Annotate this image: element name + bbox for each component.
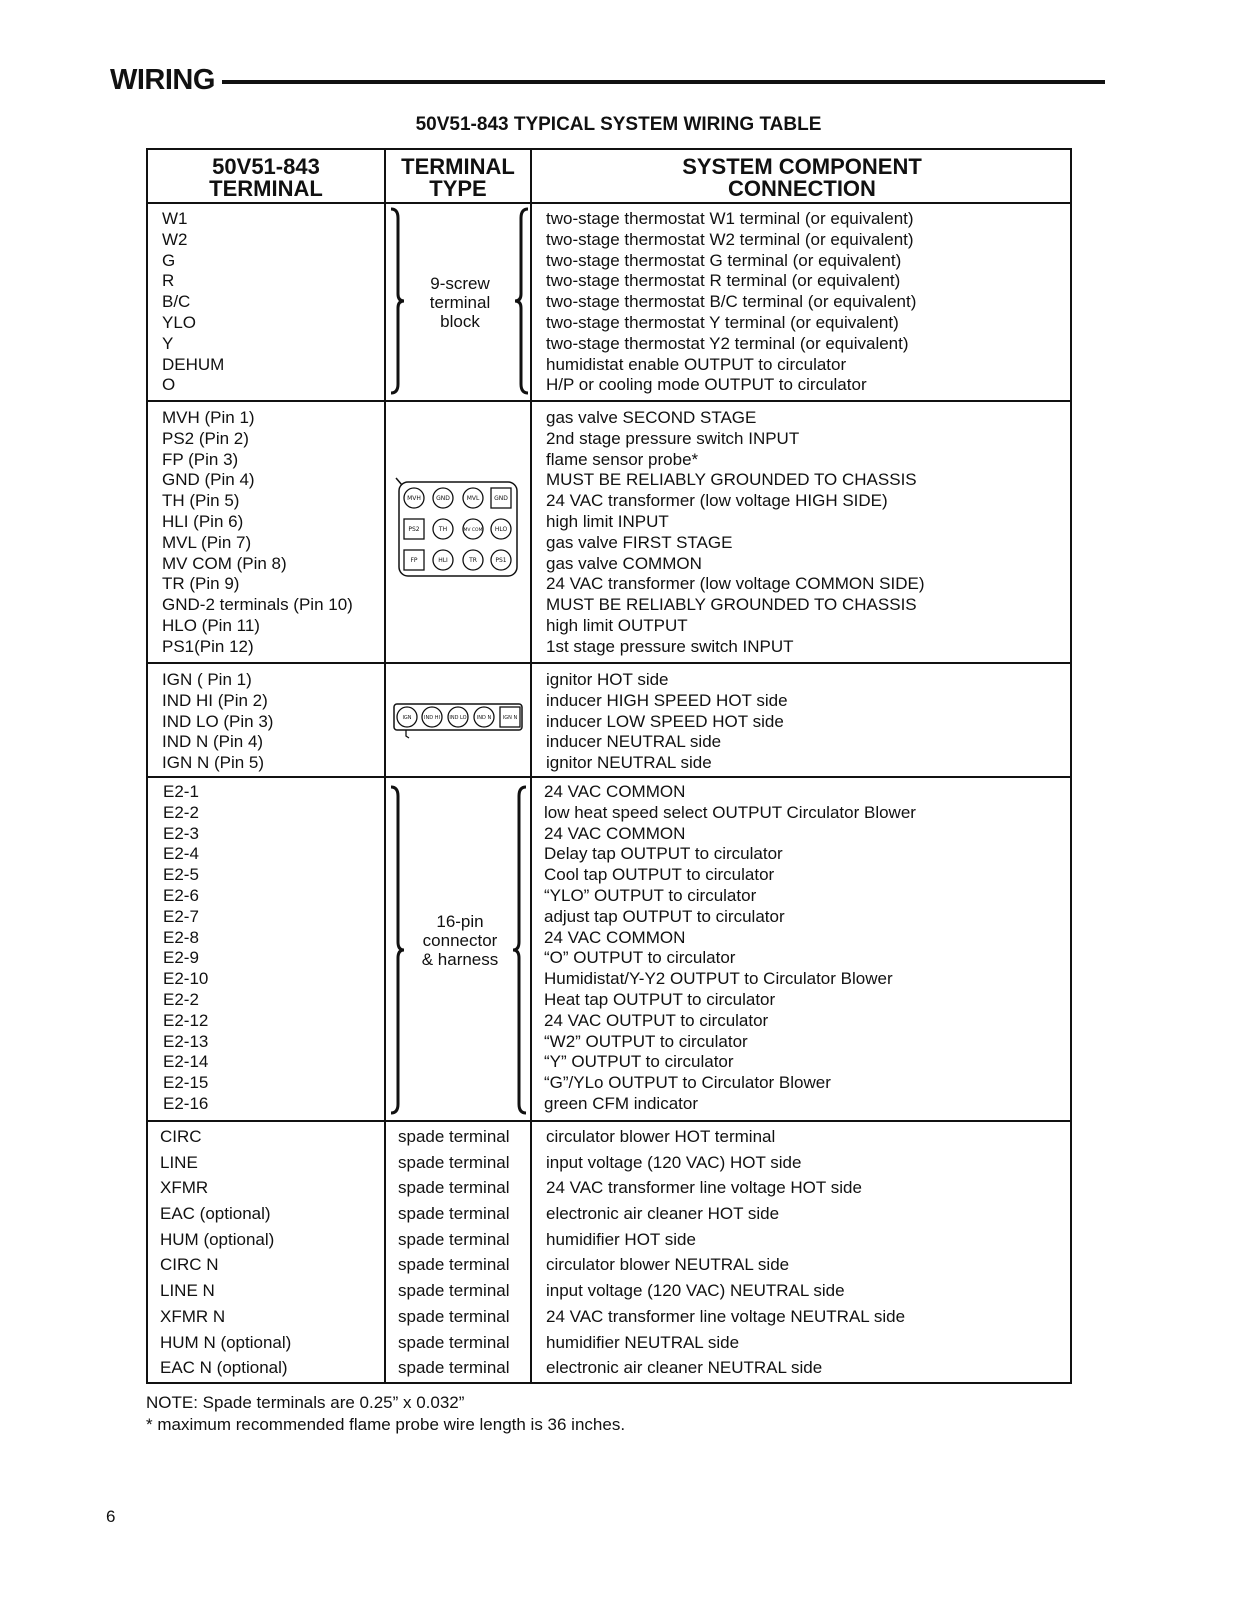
terminal-label: HLI (Pin 6) <box>162 511 244 531</box>
terminal-label: W1 <box>162 209 188 228</box>
svg-text:IND LO: IND LO <box>449 715 467 721</box>
svg-text:MV COM: MV COM <box>463 528 483 533</box>
connection-text: ignitor NEUTRAL side <box>546 753 712 773</box>
connection-text: adjust tap OUTPUT to circulator <box>544 906 785 926</box>
terminal-label: E2-4 <box>163 844 199 864</box>
connection-text: 24 VAC COMMON <box>544 782 686 801</box>
connection-text: 24 VAC transformer line voltage NEUTRAL side <box>546 1306 906 1326</box>
svg-text:MVH: MVH <box>407 495 421 502</box>
connection-text: “Y” OUTPUT to circulator <box>544 1052 734 1072</box>
sixteen-pin-type: 16-pin connector & harness <box>421 912 499 969</box>
connection-text: humidistat enable OUTPUT to circulator <box>546 354 847 374</box>
connection-text: high limit OUTPUT <box>546 615 688 635</box>
connection-text: input voltage (120 VAC) HOT side <box>546 1152 802 1172</box>
connection-text: ignitor HOT side <box>546 670 669 689</box>
terminal-label: E2-13 <box>163 1031 209 1051</box>
connection-text: two-stage thermostat B/C terminal (or equivalent) <box>546 292 917 312</box>
svg-text:IGN N: IGN N <box>502 715 518 721</box>
terminal-type: spade terminal <box>398 1306 510 1326</box>
connection-text: circulator blower NEUTRAL side <box>546 1255 790 1275</box>
connection-text: 24 VAC COMMON <box>544 823 686 843</box>
terminal-label: G <box>162 250 176 270</box>
terminal-label: E2-1 <box>163 782 199 801</box>
terminal-type: spade terminal <box>398 1178 510 1198</box>
svg-text:GND: GND <box>494 495 508 502</box>
svg-text:TH: TH <box>438 526 448 533</box>
terminal-label: IND LO (Pin 3) <box>162 711 274 731</box>
connection-text: “W2” OUTPUT to circulator <box>544 1031 748 1051</box>
connection-text: Delay tap OUTPUT to circulator <box>544 844 783 864</box>
table-title: 50V51-843 TYPICAL SYSTEM WIRING TABLE <box>415 114 822 135</box>
terminal-label: MVH (Pin 1) <box>162 408 255 427</box>
title-rule <box>222 80 1105 84</box>
table-notes <box>146 1392 625 1436</box>
row-divider <box>148 400 1070 402</box>
terminal-label: PS1(Pin 12) <box>162 636 254 656</box>
connection-text: MUST BE RELIABLY GROUNDED TO CHASSIS <box>546 595 917 615</box>
connection-text: input voltage (120 VAC) NEUTRAL side <box>546 1281 845 1301</box>
connection-text: gas valve COMMON <box>546 553 702 573</box>
svg-text:HLI: HLI <box>438 557 448 564</box>
terminal-label: FP (Pin 3) <box>162 449 239 469</box>
connection-text: 1st stage pressure switch INPUT <box>546 636 794 656</box>
terminal-label: TH (Pin 5) <box>162 491 240 511</box>
terminal-type: spade terminal <box>398 1204 510 1224</box>
connection-text: two-stage thermostat Y terminal (or equivalent) <box>546 312 899 332</box>
terminal-label: PS2 (Pin 2) <box>162 428 249 448</box>
terminal-label: LINE N <box>160 1281 215 1301</box>
connection-text: 24 VAC transformer line voltage HOT side <box>546 1178 862 1198</box>
terminal-label: HUM N (optional) <box>160 1332 292 1352</box>
terminal-label: E2-5 <box>163 865 199 885</box>
connection-text: Heat tap OUTPUT to circulator <box>544 989 776 1009</box>
terminal-type: spade terminal <box>398 1255 510 1275</box>
connection-text: low heat speed select OUTPUT Circulator Blower <box>544 802 916 822</box>
terminal-label: E2-15 <box>163 1073 209 1093</box>
connection-text: circulator blower HOT terminal <box>546 1127 776 1146</box>
spade-types <box>398 1124 510 1381</box>
terminal-label: GND-2 terminals (Pin 10) <box>162 595 353 615</box>
connection-text: 24 VAC transformer (low voltage COMMON SIDE) <box>546 574 925 594</box>
svg-text:PS1: PS1 <box>495 557 507 564</box>
terminal-label: YLO <box>162 312 197 332</box>
sixteen-pin-connections <box>544 782 916 1115</box>
connection-text: MUST BE RELIABLY GROUNDED TO CHASSIS <box>546 470 917 490</box>
connection-text: inducer LOW SPEED HOT side <box>546 711 784 731</box>
terminal-label: E2-6 <box>163 885 199 905</box>
terminal-label: EAC (optional) <box>160 1204 271 1224</box>
terminal-label: O <box>162 375 176 395</box>
header-terminal: 50V51-843 TERMINAL <box>209 154 323 201</box>
terminal-label: EAC N (optional) <box>160 1358 288 1378</box>
connection-text: H/P or cooling mode OUTPUT to circulator <box>546 375 867 395</box>
connection-text: Humidistat/Y-Y2 OUTPUT to Circulator Blower <box>544 969 893 989</box>
terminal-label: IGN N (Pin 5) <box>162 753 265 773</box>
svg-text:MVL: MVL <box>466 495 480 502</box>
left-bracket <box>388 784 408 1116</box>
terminal-label: E2-7 <box>163 906 199 926</box>
terminal-label: HLO (Pin 11) <box>162 615 260 635</box>
terminal-label: E2-8 <box>163 927 199 947</box>
svg-text:TR: TR <box>469 557 477 564</box>
connection-text: high limit INPUT <box>546 511 669 531</box>
terminal-type: spade terminal <box>398 1281 510 1301</box>
svg-text:IND N: IND N <box>476 715 492 721</box>
five-pin-connections <box>546 670 788 774</box>
terminal-label: LINE <box>160 1152 198 1172</box>
connection-text: humidifier HOT side <box>546 1229 696 1249</box>
svg-text:IND HI: IND HI <box>424 715 440 721</box>
header-divider <box>148 202 1070 204</box>
connection-text: “O” OUTPUT to circulator <box>544 948 736 968</box>
header-type: TERMINAL TYPE <box>401 154 515 201</box>
terminal-label: XFMR N <box>160 1306 226 1326</box>
row-divider <box>148 776 1070 778</box>
five-pin-connector-diagram <box>392 700 526 742</box>
terminal-label: B/C <box>162 292 191 312</box>
connection-text: electronic air cleaner HOT side <box>546 1204 780 1224</box>
svg-text:IGN: IGN <box>402 715 412 721</box>
twelve-pin-connections <box>546 408 925 658</box>
terminal-label: E2-2 <box>163 989 199 1009</box>
terminal-label: E2-9 <box>163 948 199 968</box>
terminal-label: TR (Pin 9) <box>162 574 240 594</box>
connection-text: humidifier NEUTRAL side <box>546 1332 740 1352</box>
svg-text:FP: FP <box>410 557 418 564</box>
connection-text: Cool tap OUTPUT to circulator <box>544 865 775 885</box>
terminal-label: MVL (Pin 7) <box>162 532 252 552</box>
five-pin-terminals <box>162 670 273 774</box>
terminal-label: MV COM (Pin 8) <box>162 553 287 573</box>
screw-block-terminals <box>162 209 224 396</box>
svg-text:GND: GND <box>436 495 450 502</box>
terminal-label: E2-14 <box>163 1052 209 1072</box>
terminal-label: E2-10 <box>163 969 209 989</box>
connection-text: two-stage thermostat R terminal (or equivalent) <box>546 271 901 291</box>
terminal-label: E2-2 <box>163 802 199 822</box>
note-line: * maximum recommended flame probe wire length is 36 inches. <box>146 1415 626 1434</box>
row-divider <box>148 662 1070 664</box>
left-bracket <box>388 206 408 396</box>
terminal-type: spade terminal <box>398 1229 510 1249</box>
terminal-type: spade terminal <box>398 1358 510 1378</box>
terminal-label: R <box>162 271 175 291</box>
terminal-type: spade terminal <box>398 1152 510 1172</box>
svg-text:HLO: HLO <box>494 526 508 533</box>
connection-text: two-stage thermostat W1 terminal (or equivalent) <box>546 209 914 228</box>
terminal-label: DEHUM <box>162 354 225 374</box>
connection-text: 24 VAC transformer (low voltage HIGH SIDE) <box>546 491 888 511</box>
terminal-type: spade terminal <box>398 1332 510 1352</box>
screw-block-connections <box>546 209 916 396</box>
note-line: NOTE: Spade terminals are 0.25” x 0.032” <box>146 1393 465 1412</box>
terminal-label: E2-12 <box>163 1010 209 1030</box>
page-number: 6 <box>106 1507 116 1526</box>
connection-text: two-stage thermostat Y2 terminal (or equivalent) <box>546 333 909 353</box>
terminal-label: IND HI (Pin 2) <box>162 690 268 710</box>
right-bracket <box>510 784 530 1116</box>
twelve-pin-terminals <box>162 408 353 658</box>
twelve-pin-connector-diagram <box>394 476 522 580</box>
connection-text: two-stage thermostat G terminal (or equivalent) <box>546 250 902 270</box>
terminal-label: XFMR <box>160 1178 209 1198</box>
right-bracket <box>512 206 532 396</box>
terminal-label: HUM (optional) <box>160 1229 275 1249</box>
connection-text: gas valve SECOND STAGE <box>546 408 757 427</box>
spade-connections <box>546 1124 905 1381</box>
connection-text: inducer HIGH SPEED HOT side <box>546 690 788 710</box>
spade-terminals <box>160 1124 291 1381</box>
terminal-label: CIRC N <box>160 1255 219 1275</box>
connection-text: 24 VAC OUTPUT to circulator <box>544 1010 769 1030</box>
connection-text: two-stage thermostat W2 terminal (or equivalent) <box>546 229 914 249</box>
connection-text: 24 VAC COMMON <box>544 927 686 947</box>
terminal-label: IGN ( Pin 1) <box>162 670 252 689</box>
terminal-label: GND (Pin 4) <box>162 470 255 490</box>
connection-text: electronic air cleaner NEUTRAL side <box>546 1358 823 1378</box>
section-title: WIRING <box>110 64 215 96</box>
svg-text:PS2: PS2 <box>408 526 420 533</box>
connection-text: inducer NEUTRAL side <box>546 732 722 752</box>
terminal-label: CIRC <box>160 1127 202 1146</box>
column-divider <box>384 150 386 1382</box>
connection-text: flame sensor probe* <box>546 449 699 469</box>
sixteen-pin-terminals <box>163 782 208 1115</box>
terminal-label: Y <box>162 333 174 353</box>
connection-text: “YLO” OUTPUT to circulator <box>544 885 757 905</box>
wiring-table <box>146 148 1072 1384</box>
terminal-label: IND N (Pin 4) <box>162 732 264 752</box>
terminal-label: E2-16 <box>163 1093 209 1113</box>
terminal-label: W2 <box>162 229 188 249</box>
connection-text: 2nd stage pressure switch INPUT <box>546 428 800 448</box>
screw-block-type: 9-screw terminal block <box>429 274 491 331</box>
terminal-type: spade terminal <box>398 1127 510 1146</box>
connection-text: “G”/YLo OUTPUT to Circulator Blower <box>544 1073 831 1093</box>
header-connection: SYSTEM COMPONENT CONNECTION <box>682 154 922 201</box>
row-divider <box>148 1120 1070 1122</box>
terminal-label: E2-3 <box>163 823 199 843</box>
connection-text: gas valve FIRST STAGE <box>546 532 733 552</box>
connection-text: green CFM indicator <box>544 1093 699 1113</box>
